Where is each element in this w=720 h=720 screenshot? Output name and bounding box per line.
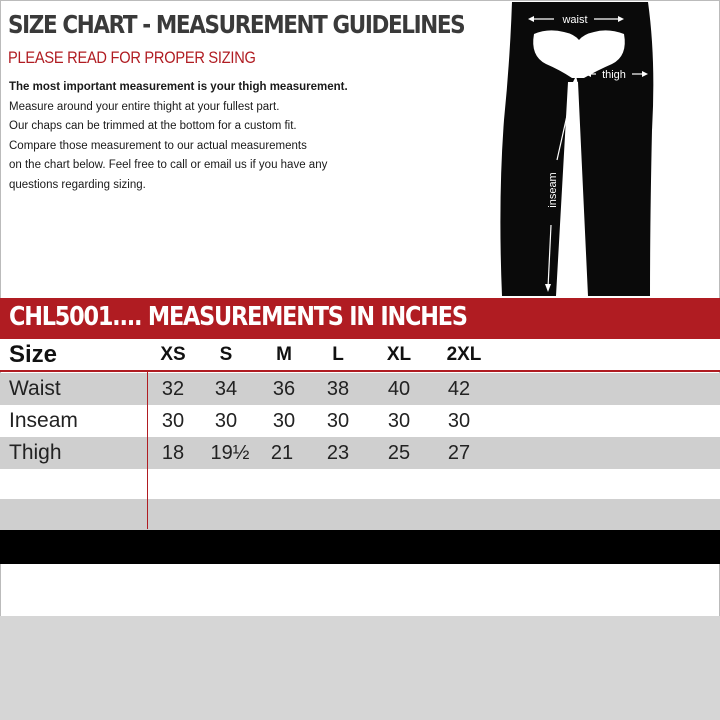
row-label: Inseam: [9, 409, 78, 432]
page-title: SIZE CHART - MEASUREMENT GUIDELINES: [8, 10, 465, 39]
intro-line: questions regarding sizing.: [9, 178, 146, 191]
table-cell: 30: [387, 410, 411, 432]
size-header-2xl: 2XL: [446, 344, 482, 365]
size-header-m: M: [276, 344, 292, 365]
gray-band: [0, 616, 720, 720]
intro-line: Compare those measurement to our actual measurements: [9, 139, 307, 152]
black-band: [0, 530, 720, 564]
table-row-waist: [0, 373, 720, 405]
table-cell: 34: [214, 378, 238, 400]
table-cell: 30: [272, 410, 296, 432]
table-cell: 40: [387, 378, 411, 400]
table-cell: 36: [272, 378, 296, 400]
table-cell: 25: [387, 442, 411, 464]
waist-label: waist: [562, 14, 588, 26]
intro-line: on the chart below. Feel free to call or email us if you have any: [9, 159, 328, 171]
intro-line: Measure around your entire thight at your fullest part.: [9, 100, 280, 113]
table-cell: 42: [447, 378, 471, 400]
thigh-label: thigh: [602, 69, 626, 81]
size-header-l: L: [332, 344, 344, 365]
size-header-xs: XS: [160, 344, 186, 365]
intro-text: [9, 78, 489, 195]
row-label: Thigh: [9, 441, 62, 464]
table-cell: 19½: [210, 442, 250, 464]
measurement-banner: [0, 298, 720, 339]
intro-line: Our chaps can be trimmed at the bottom for a custom fit.: [9, 120, 297, 132]
size-header-xl: XL: [386, 344, 412, 365]
table-cell: 30: [161, 410, 185, 432]
table-cell: 30: [326, 410, 350, 432]
table-cell: 23: [326, 442, 350, 464]
table-cell: 38: [326, 378, 350, 400]
table-row-empty: [0, 499, 720, 531]
row-label: Waist: [9, 377, 61, 400]
table-cell: 27: [447, 442, 471, 464]
chaps-diagram: [490, 0, 720, 300]
table-cell: 18: [161, 442, 185, 464]
intro-line: The most important measurement is your thigh measurement.: [9, 81, 348, 93]
table-cell: 32: [161, 378, 185, 400]
table-row-thigh: [0, 437, 720, 469]
size-header-s: S: [219, 344, 233, 365]
page-subtitle: PLEASE READ FOR PROPER SIZING: [8, 48, 256, 67]
inseam-label: inseam: [547, 172, 559, 208]
table-divider: [147, 372, 148, 529]
table-cell: 30: [447, 410, 471, 432]
table-header-row: [0, 339, 720, 372]
banner-title: CHL5001.... MEASUREMENTS IN INCHES: [9, 302, 467, 332]
table-cell: 30: [214, 410, 238, 432]
table-row-inseam: [0, 405, 720, 437]
header-label: Size: [9, 341, 58, 368]
table-cell: 21: [270, 442, 294, 464]
table-row-empty: [0, 469, 720, 501]
